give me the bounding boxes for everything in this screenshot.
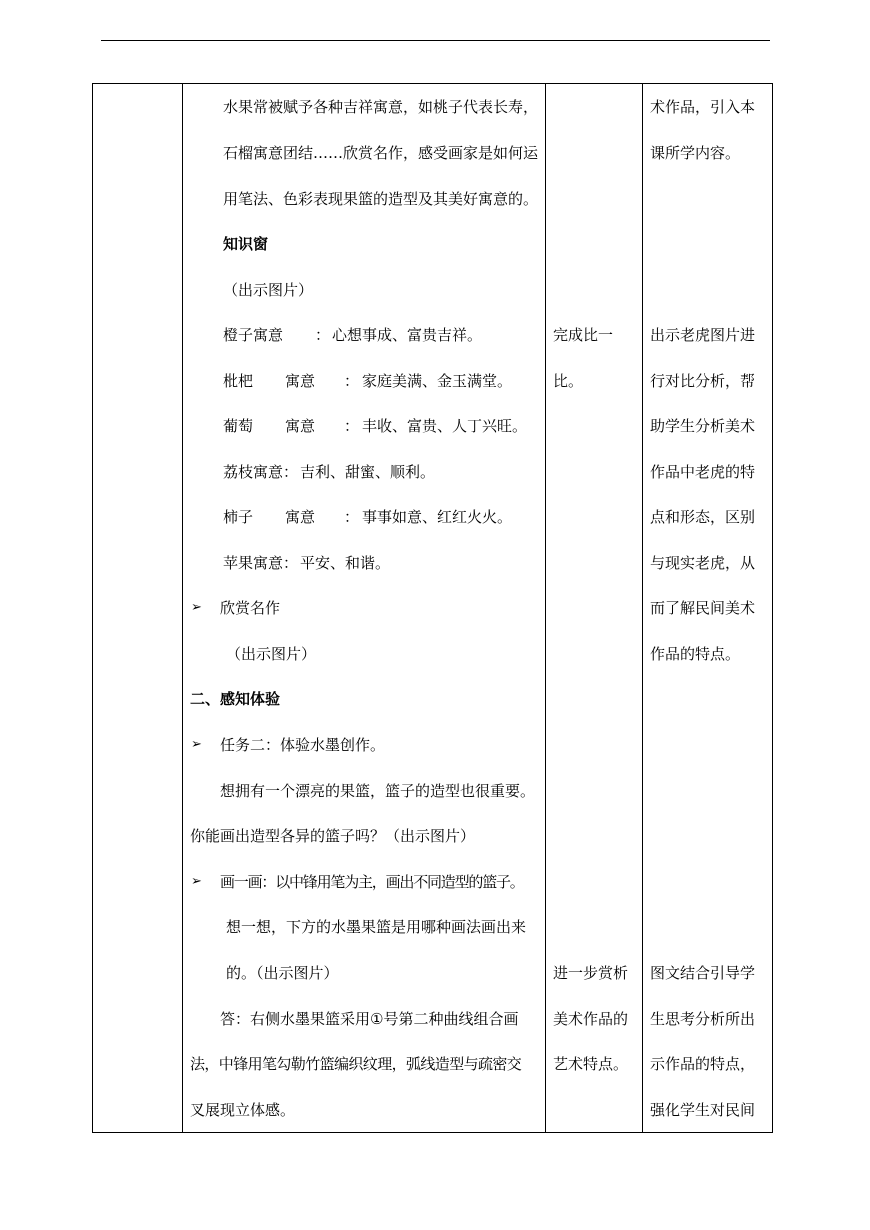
table-col-border bbox=[772, 83, 773, 1133]
intent-line: 出示老虎图片进 bbox=[650, 326, 756, 344]
paragraph-line: 水果常被赋予各种吉祥寓意，如桃子代表长寿， bbox=[223, 98, 539, 116]
intent-line: 示作品的特点， bbox=[650, 1055, 756, 1073]
student-activity-line: 完成比一 bbox=[553, 326, 614, 344]
intent-line: 行对比分析，帮 bbox=[650, 372, 756, 390]
intent-line: 图文结合引导学 bbox=[650, 964, 756, 982]
fruit-meaning: 事事如意、红红火火。 bbox=[362, 508, 513, 526]
intent-line: 课所学内容。 bbox=[650, 144, 741, 162]
fruit-name: 柿子 bbox=[223, 508, 254, 526]
fruit-name: 枇杷 bbox=[223, 372, 254, 390]
appreciate-heading: 欣赏名作 bbox=[220, 599, 281, 617]
paragraph-line: 用笔法、色彩表现果篮的造型及其美好寓意的。 bbox=[223, 190, 539, 208]
fruit-meaning: 心想事成、富贵吉祥。 bbox=[332, 326, 483, 344]
table-col-border bbox=[642, 83, 643, 1133]
answer-line: 法，中锋用笔勾勒竹篮编织纹理，弧线造型与疏密交 bbox=[190, 1055, 522, 1073]
intent-line: 与现实老虎，从 bbox=[650, 554, 756, 572]
fruit-name: 葡萄 bbox=[223, 417, 254, 435]
arrow-bullet-icon: ➢ bbox=[191, 600, 202, 615]
intent-line: 作品中老虎的特 bbox=[650, 463, 756, 481]
fruit-meaning-label: 寓意 bbox=[285, 372, 316, 390]
fruit-meaning-label: 寓意 bbox=[285, 508, 316, 526]
header-rule bbox=[101, 40, 770, 41]
fruit-separator: ： bbox=[344, 372, 360, 390]
table-col-border bbox=[182, 83, 183, 1133]
fruit-separator: ： bbox=[344, 508, 360, 526]
section-heading: 二、感知体验 bbox=[190, 690, 281, 708]
fruit-meaning: 吉利、甜蜜、顺利。 bbox=[300, 463, 436, 481]
table-top-border bbox=[92, 83, 773, 84]
fruit-separator: ： bbox=[315, 326, 331, 344]
fruit-name: 荔枝寓意 bbox=[223, 463, 284, 481]
task-heading: 任务二：体验水墨创作。 bbox=[220, 736, 386, 754]
table-col-border bbox=[545, 83, 546, 1133]
fruit-name: 橙子寓意 bbox=[223, 326, 284, 344]
paragraph-line: 石榴寓意团结……欣赏名作，感受画家是如何运 bbox=[223, 144, 539, 162]
intent-line: 助学生分析美术 bbox=[650, 417, 756, 435]
student-activity-line: 进一步赏析 bbox=[553, 964, 629, 982]
paragraph-line: 想拥有一个漂亮的果篮，篮子的造型也很重要。 bbox=[220, 782, 536, 800]
paragraph-line: 想一想，下方的水墨果篮是用哪种画法画出来 bbox=[226, 918, 527, 936]
arrow-bullet-icon: ➢ bbox=[191, 874, 202, 889]
fruit-separator: ： bbox=[283, 463, 299, 481]
paragraph-line: 的。（出示图片） bbox=[226, 964, 339, 982]
fruit-separator: ： bbox=[283, 554, 299, 572]
arrow-bullet-icon: ➢ bbox=[191, 737, 202, 752]
paragraph-line: 你能画出造型各异的篮子吗？（出示图片） bbox=[190, 827, 476, 845]
intent-line: 而了解民间美术 bbox=[650, 599, 756, 617]
intent-line: 强化学生对民间 bbox=[650, 1101, 756, 1119]
draw-instruction: 画一画：以中锋用笔为主，画出不同造型的篮子。 bbox=[220, 873, 524, 891]
intent-line: 术作品，引入本 bbox=[650, 98, 756, 116]
show-picture-note: （出示图片） bbox=[223, 281, 314, 299]
student-activity-line: 比。 bbox=[553, 372, 584, 390]
answer-line: 答：右侧水墨果篮采用①号第二种曲线组合画 bbox=[220, 1010, 519, 1028]
fruit-meaning: 丰收、富贵、人丁兴旺。 bbox=[362, 417, 528, 435]
fruit-meaning-label: 寓意 bbox=[285, 417, 316, 435]
knowledge-title: 知识窗 bbox=[223, 235, 269, 253]
table-col-border bbox=[92, 83, 93, 1133]
student-activity-line: 美术作品的 bbox=[553, 1010, 629, 1028]
fruit-separator: ： bbox=[344, 417, 360, 435]
intent-line: 点和形态，区别 bbox=[650, 508, 756, 526]
fruit-meaning: 平安、和谐。 bbox=[300, 554, 391, 572]
fruit-name: 苹果寓意 bbox=[223, 554, 284, 572]
student-activity-line: 艺术特点。 bbox=[553, 1055, 629, 1073]
answer-line: 叉展现立体感。 bbox=[190, 1101, 296, 1119]
show-picture-note: （出示图片） bbox=[226, 645, 317, 663]
table-bottom-border bbox=[92, 1132, 773, 1133]
fruit-meaning: 家庭美满、金玉满堂。 bbox=[362, 372, 513, 390]
intent-line: 生思考分析所出 bbox=[650, 1010, 756, 1028]
intent-line: 作品的特点。 bbox=[650, 645, 741, 663]
